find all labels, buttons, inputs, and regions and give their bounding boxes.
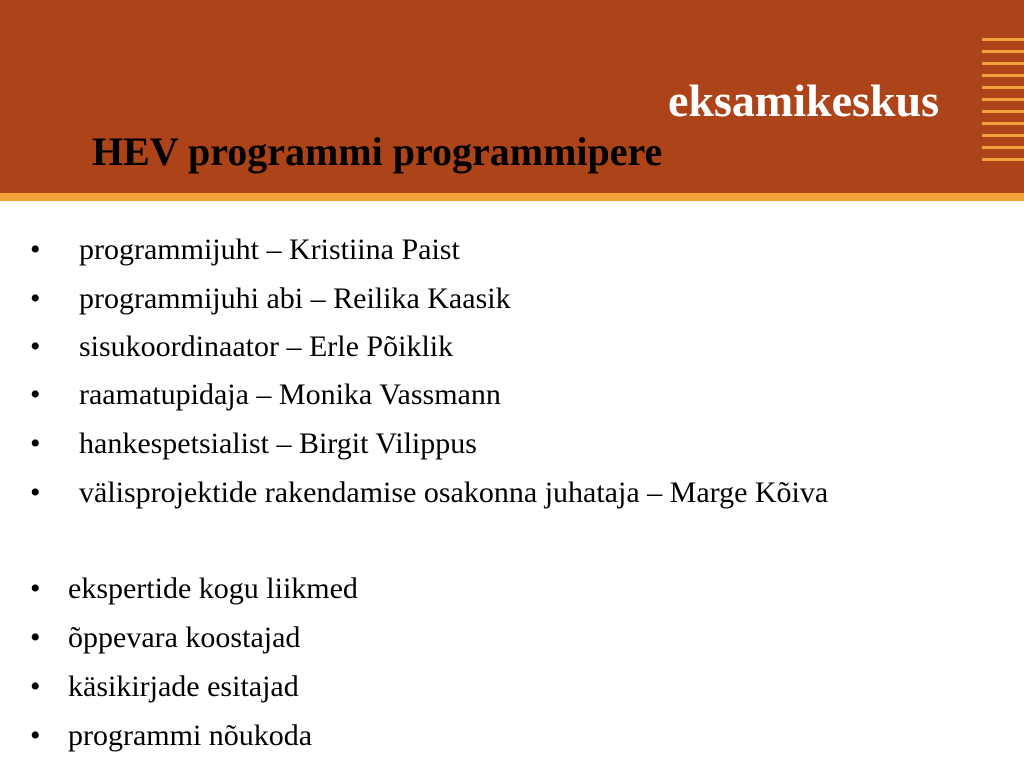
bullet-marker: • bbox=[30, 427, 41, 460]
list-item: välisprojektide rakendamise osakonna juhataja – Marge Kõiva bbox=[79, 476, 829, 509]
bullet-marker: • bbox=[30, 330, 41, 363]
list-item: käsikirjade esitajad bbox=[68, 670, 299, 703]
bullet-marker: • bbox=[30, 621, 41, 654]
logo-wordmark: eksamikeskus bbox=[668, 75, 939, 126]
bullet-marker: • bbox=[30, 476, 41, 509]
list-item: programmijuhi abi – Reilika Kaasik bbox=[79, 282, 511, 315]
list-item: programmijuht – Kristiina Paist bbox=[79, 233, 460, 266]
bullet-marker: • bbox=[30, 719, 41, 752]
bullet-marker: • bbox=[30, 282, 41, 315]
header-divider-line bbox=[0, 193, 1024, 201]
list-item: programmi nõukoda bbox=[68, 719, 313, 752]
list-item: ekspertide kogu liikmed bbox=[68, 572, 358, 605]
slide-title: HEV programmi programmipere bbox=[92, 129, 663, 174]
list-item: õppevara koostajad bbox=[68, 621, 301, 654]
list-item: sisukoordinaator – Erle Põiklik bbox=[79, 330, 454, 363]
list-item: raamatupidaja – Monika Vassmann bbox=[79, 378, 501, 411]
bullet-marker: • bbox=[30, 233, 41, 266]
decorative-stripes bbox=[982, 38, 1024, 163]
list-item: hankespetsialist – Birgit Vilippus bbox=[79, 427, 477, 460]
bullet-marker: • bbox=[30, 378, 41, 411]
eksamikeskus-logo bbox=[668, 72, 968, 132]
bullet-marker: • bbox=[30, 670, 41, 703]
bullet-marker: • bbox=[30, 572, 41, 605]
